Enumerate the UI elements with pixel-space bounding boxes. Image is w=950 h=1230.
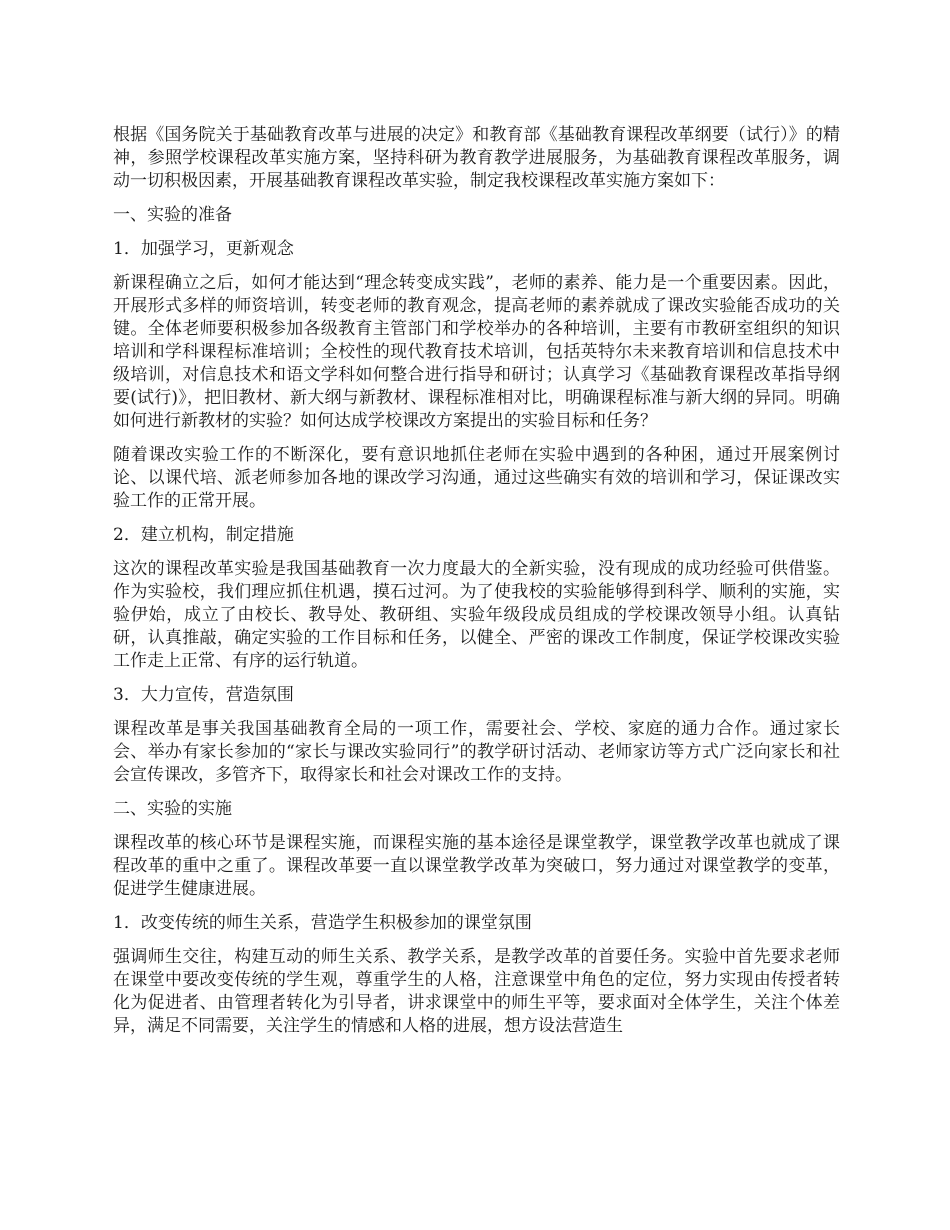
section-heading-preparation: 一、实验的准备	[113, 205, 232, 225]
intro-paragraph: 根据《国务院关于基础教育改革与进展的决定》和教育部《基础教育课程改革纲要（试行）》的精神，参照学校课程改革实施方案，坚持科研为教育教学进展服务，为基础教育课程改革服务，调动一切积极因素，开展基础教育课程改革实验，制定我校课程改革实施方案如下：	[113, 125, 840, 191]
document-body	[113, 124, 840, 1049]
subheading-study: 1．加强学习，更新观念	[113, 239, 294, 259]
body-paragraph: 强调师生交往，构建互动的师生关系、教学关系，是教学改革的首要任务。实验中首先要求老师在课堂中要改变传统的学生观，尊重学生的人格，注意课堂中角色的定位，努力实现由传授者转化为促进者、由管理者转化为引导者，讲求课堂中的师生平等，要求面对全体学生，关注个体差异，满足不同需要，关注学生的情感和人格的进展，想方设法营造生	[113, 947, 840, 1036]
subheading-publicity: 3．大力宣传，营造氛围	[113, 685, 294, 705]
body-paragraph: 这次的课程改革实验是我国基础教育一次力度最大的全新实验，没有现成的成功经验可供借鉴。作为实验校，我们理应抓住机遇，摸石过河。为了使我校的实验能够得到科学、顺利的实施，实验伊始，成立了由校长、教导处、教研组、实验年级段成员组成的学校课改领导小组。认真钻研，认真推敲，确定实验的工作目标和任务，以健全、严密的课改工作制度，保证学校课改实验工作走上正常、有序的运行轨道。	[113, 559, 840, 671]
subheading-organization: 2．建立机构，制定措施	[113, 525, 294, 545]
body-paragraph: 课程改革是事关我国基础教育全局的一项工作，需要社会、学校、家庭的通力合作。通过家长会、举办有家长参加的“家长与课改实验同行”的教学研讨活动、老师家访等方式广泛向家长和社会宣传课改，多管齐下，取得家长和社会对课改工作的支持。	[113, 719, 840, 785]
section-heading-implementation: 二、实验的实施	[113, 799, 232, 819]
body-paragraph: 随着课改实验工作的不断深化，要有意识地抓住老师在实验中遇到的各种困，通过开展案例讨论、以课代培、派老师参加各地的课改学习沟通，通过这些确实有效的培训和学习，保证课改实验工作的正常开展。	[113, 445, 840, 511]
subheading-relationship: 1．改变传统的师生关系，营造学生积极参加的课堂氛围	[113, 913, 532, 933]
body-paragraph: 课程改革的核心环节是课程实施，而课程实施的基本途径是课堂教学，课堂教学改革也就成了课程改革的重中之重了。课程改革要一直以课堂教学改革为突破口，努力通过对课堂教学的变革，促进学生健康进展。	[113, 833, 840, 899]
body-paragraph: 新课程确立之后，如何才能达到“理念转变成实践”，老师的素养、能力是一个重要因素。因此，开展形式多样的师资培训，转变老师的教育观念，提高老师的素养就成了课改实验能否成功的关键。全体老师要积极参加各级教育主管部门和学校举办的各种培训，主要有市教研室组织的知识培训和学科课程标准培训；全校性的现代教育技术培训，包括英特尔未来教育培训和信息技术中级培训，对信息技术和语文学科如何整合进行指导和研讨；认真学习《基础教育课程改革指导纲要(试行)》，把旧教材、新大纲与新教材、课程标准相对比，明确课程标准与新大纲的异同。明确如何进行新教材的实验？如何达成学校课改方案提出的实验目标和任务？	[113, 273, 840, 431]
